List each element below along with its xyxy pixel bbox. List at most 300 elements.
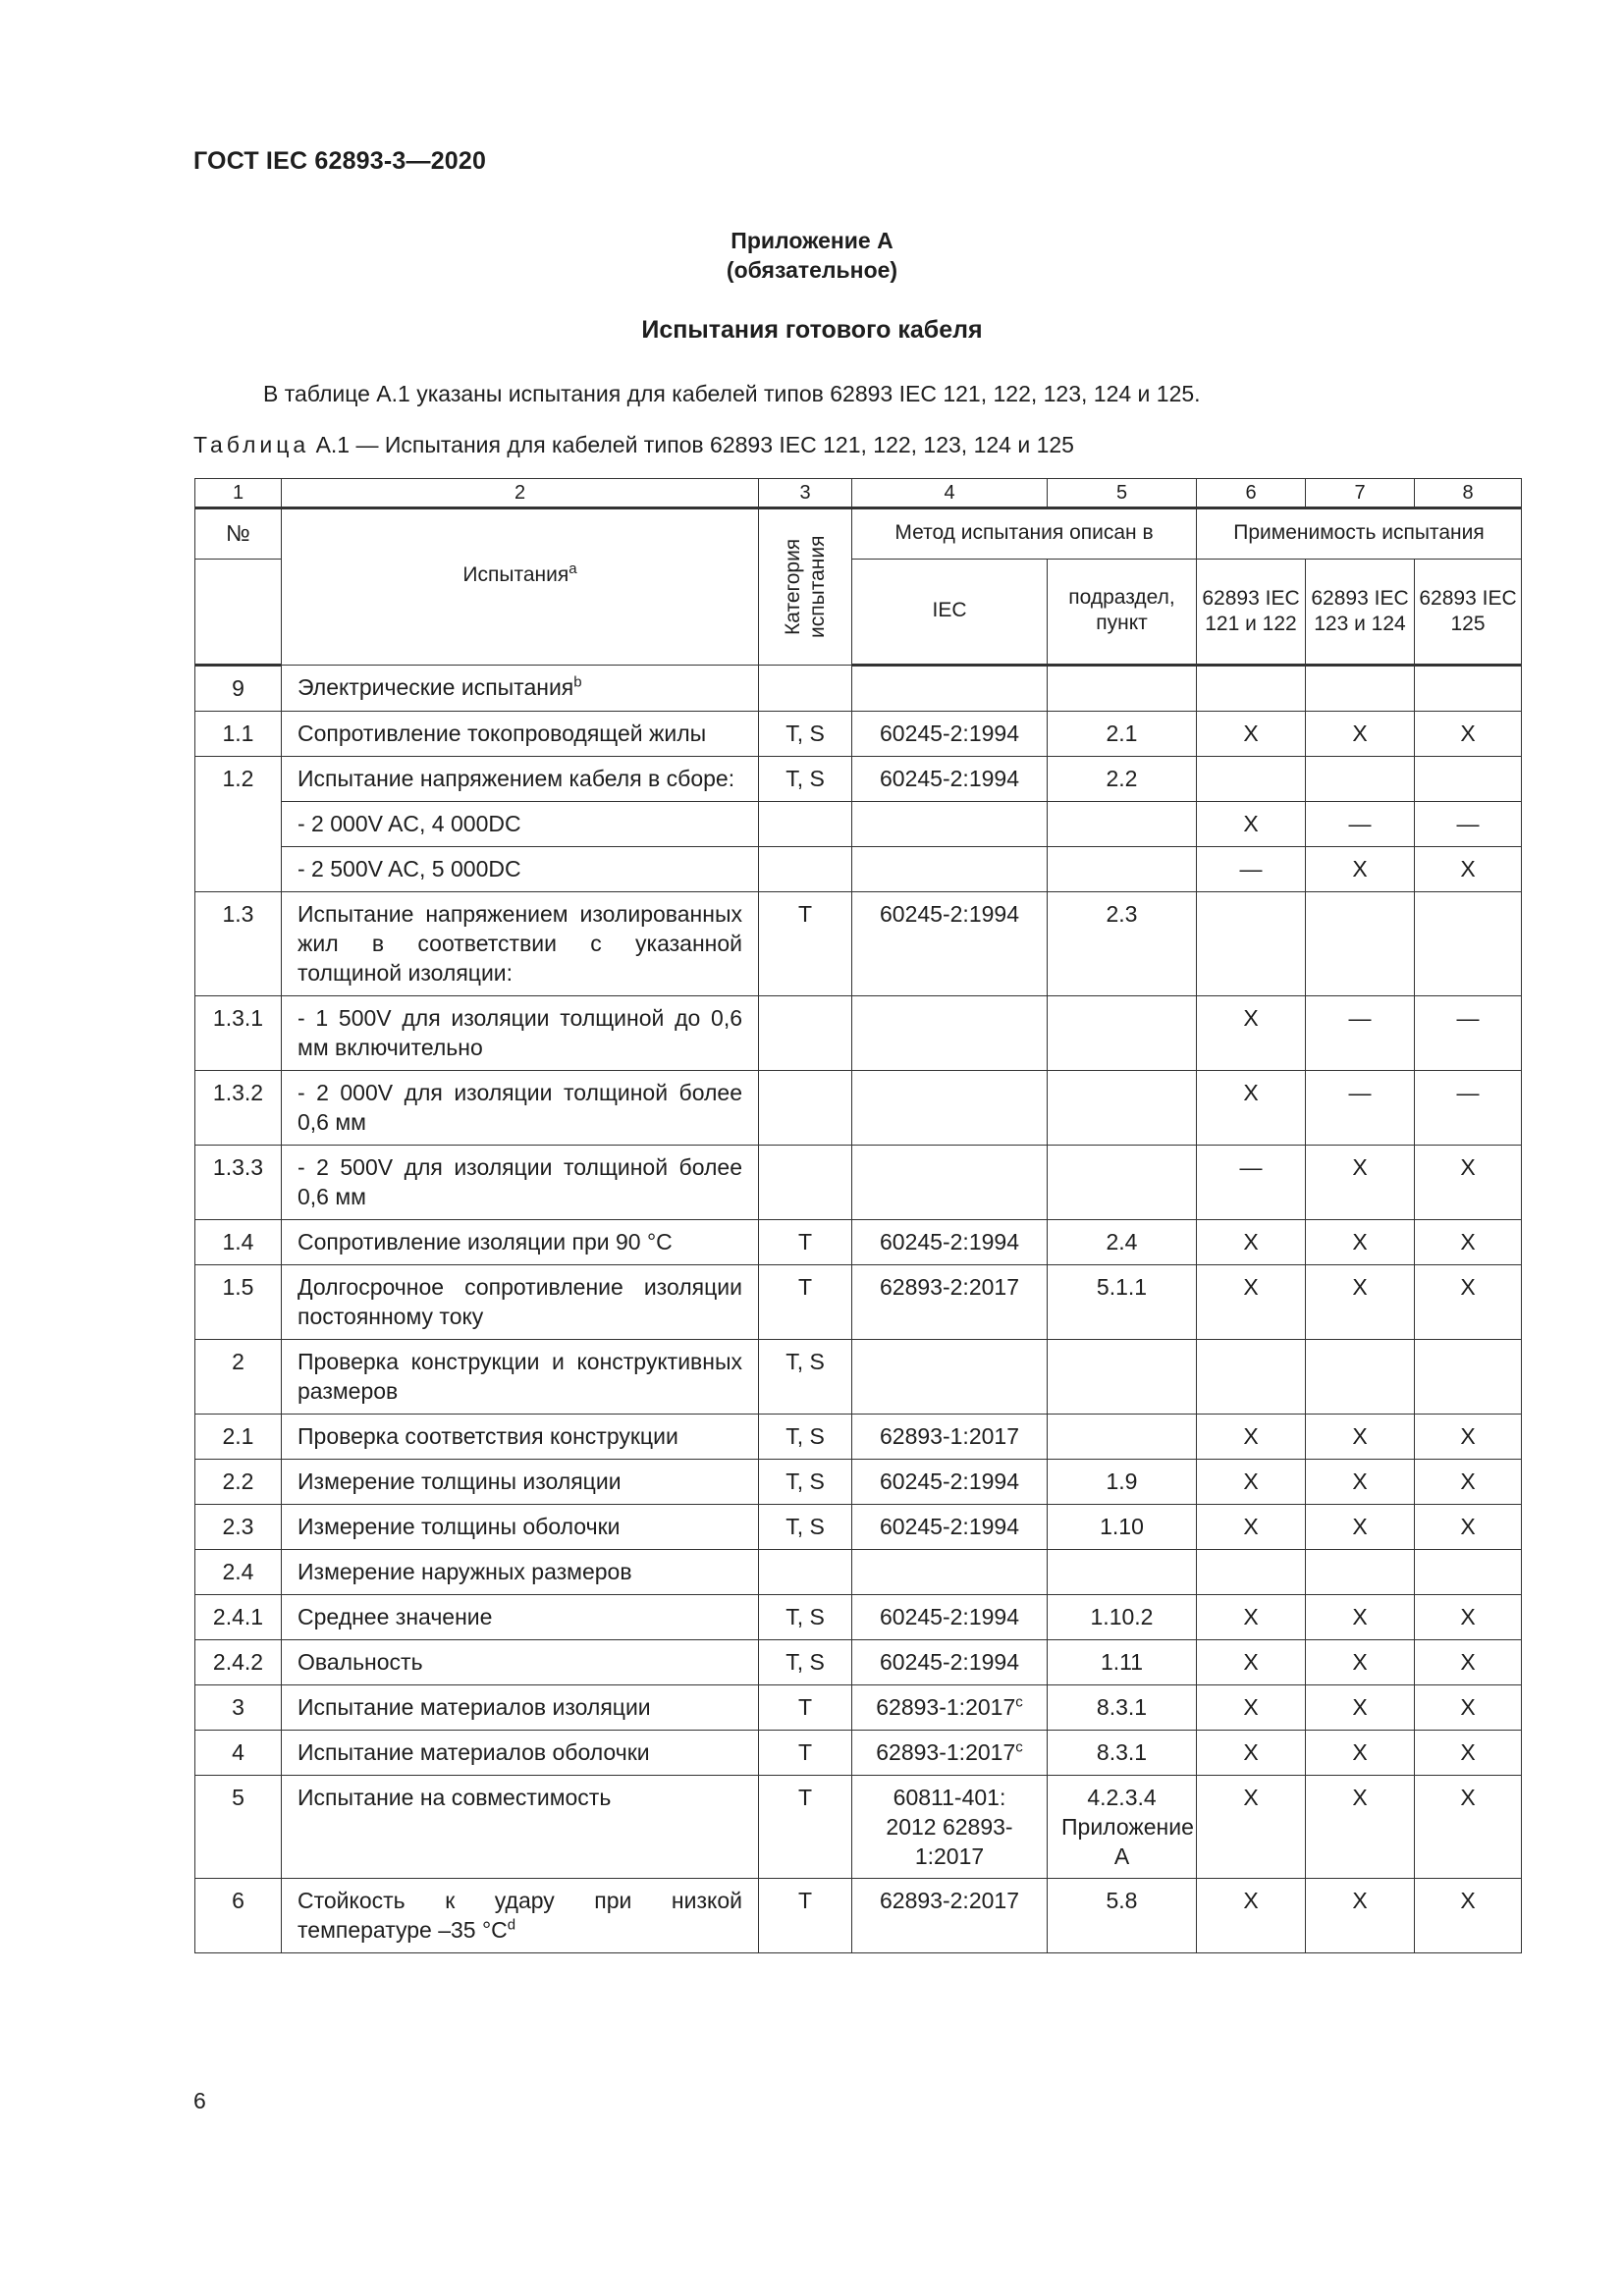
test-category-text: T xyxy=(797,901,813,927)
row-number-text: 4 xyxy=(232,1739,244,1765)
applicability-123-124-text: X xyxy=(1352,1229,1368,1255)
subclause xyxy=(1048,757,1197,802)
tests-table xyxy=(194,478,1522,1953)
row-number-text: 5 xyxy=(232,1785,244,1810)
iec-standard-text: 60245-2:1994 xyxy=(880,1514,1019,1539)
applicability-123-124 xyxy=(1306,1731,1415,1776)
test-category xyxy=(759,892,852,996)
applicability-123-124 xyxy=(1306,1071,1415,1146)
row-number xyxy=(195,996,282,1071)
applicability-125 xyxy=(1415,1220,1522,1265)
iec-standard xyxy=(852,1685,1048,1731)
test-name-text: Стойкость к удару при низкой температуре –35 °C xyxy=(298,1888,742,1943)
applicability-123-124-text: X xyxy=(1352,1604,1368,1629)
column-numbers-row xyxy=(195,479,1522,508)
iec-standard xyxy=(852,1731,1048,1776)
row-number-text: 3 xyxy=(232,1694,244,1720)
applicability-121-122 xyxy=(1197,1340,1306,1415)
test-name xyxy=(282,996,759,1071)
header-type-123-124: 62893 IEC 123 и 124 xyxy=(1306,559,1415,665)
row-number xyxy=(195,1776,282,1879)
applicability-125 xyxy=(1415,1265,1522,1340)
iec-standard-text: 62893-1:2017 xyxy=(876,1694,1016,1720)
test-category xyxy=(759,1685,852,1731)
row-number xyxy=(195,1505,282,1550)
footnote-marker: d xyxy=(507,1916,516,1934)
subclause xyxy=(1048,1505,1197,1550)
applicability-123-124 xyxy=(1306,1220,1415,1265)
test-name xyxy=(282,1415,759,1460)
test-category-text: T xyxy=(797,1785,813,1810)
applicability-123-124 xyxy=(1306,1146,1415,1220)
iec-standard xyxy=(852,1505,1048,1550)
iec-standard-text: 60245-2:1994 xyxy=(880,901,1019,927)
test-category-text: T, S xyxy=(785,1423,825,1449)
test-name xyxy=(282,1731,759,1776)
table-row xyxy=(195,1265,1522,1340)
table-row xyxy=(195,1879,1522,1953)
applicability-121-122-text: X xyxy=(1243,1785,1259,1810)
applicability-125 xyxy=(1415,1071,1522,1146)
subclause xyxy=(1048,1640,1197,1685)
iec-standard-text: 60245-2:1994 xyxy=(880,1468,1019,1494)
row-number-text: 2.3 xyxy=(222,1514,254,1539)
applicability-125 xyxy=(1415,847,1522,892)
applicability-125 xyxy=(1415,1685,1522,1731)
applicability-121-122-text: X xyxy=(1243,1514,1259,1539)
test-category xyxy=(759,1550,852,1595)
test-category xyxy=(759,1146,852,1220)
applicability-125 xyxy=(1415,1731,1522,1776)
row-number xyxy=(195,1460,282,1505)
header-iec: IEC xyxy=(852,559,1048,665)
footnote-marker: c xyxy=(1015,1738,1023,1756)
applicability-123-124 xyxy=(1306,1640,1415,1685)
row-number xyxy=(195,1265,282,1340)
subclause xyxy=(1048,1265,1197,1340)
applicability-121-122-text: X xyxy=(1243,1739,1259,1765)
test-name-text: Испытание напряжением изолированных жил в соответствии с указанной толщиной изоляции: xyxy=(298,901,742,986)
iec-standard xyxy=(852,892,1048,996)
test-name-text: Измерение толщины оболочки xyxy=(298,1514,621,1539)
table-row xyxy=(195,892,1522,996)
applicability-125-text: X xyxy=(1460,1468,1476,1494)
applicability-121-122 xyxy=(1197,802,1306,847)
applicability-121-122 xyxy=(1197,1220,1306,1265)
applicability-121-122 xyxy=(1197,1071,1306,1146)
test-category xyxy=(759,847,852,892)
header-type-121-122: 62893 IEC 121 и 122 xyxy=(1197,559,1306,665)
applicability-125 xyxy=(1415,757,1522,802)
applicability-125-text: X xyxy=(1460,1423,1476,1449)
subclause xyxy=(1048,1879,1197,1953)
applicability-121-122-text: X xyxy=(1243,1229,1259,1255)
iec-standard xyxy=(852,1415,1048,1460)
row-number xyxy=(195,1685,282,1731)
test-category xyxy=(759,802,852,847)
test-name xyxy=(282,1595,759,1640)
row-number-text: 1.2 xyxy=(222,766,254,791)
applicability-125 xyxy=(1415,712,1522,757)
applicability-121-122-text: X xyxy=(1243,1468,1259,1494)
footnote-marker: b xyxy=(573,673,582,691)
table-row xyxy=(195,1731,1522,1776)
test-name xyxy=(282,847,759,892)
row-number xyxy=(195,712,282,757)
test-category xyxy=(759,712,852,757)
iec-standard-text: 62893-1:2017 xyxy=(876,1739,1016,1765)
test-name xyxy=(282,1685,759,1731)
applicability-121-122 xyxy=(1197,1265,1306,1340)
subclause xyxy=(1048,666,1197,712)
applicability-121-122 xyxy=(1197,1415,1306,1460)
subclause xyxy=(1048,712,1197,757)
applicability-123-124 xyxy=(1306,802,1415,847)
iec-standard-text: 62893-1:2017 xyxy=(880,1423,1019,1449)
iec-standard xyxy=(852,802,1048,847)
applicability-121-122-text: X xyxy=(1243,1649,1259,1675)
applicability-123-124 xyxy=(1306,1415,1415,1460)
applicability-121-122 xyxy=(1197,1776,1306,1879)
test-name-text: Долгосрочное сопротивление изоляции постоянному току xyxy=(298,1274,742,1329)
subclause xyxy=(1048,1731,1197,1776)
applicability-123-124-text: X xyxy=(1352,1694,1368,1720)
subclause xyxy=(1048,1146,1197,1220)
test-category xyxy=(759,1415,852,1460)
iec-standard xyxy=(852,1640,1048,1685)
header-no-blank xyxy=(195,559,282,665)
applicability-121-122 xyxy=(1197,1640,1306,1685)
subclause-text: 1.9 xyxy=(1106,1468,1138,1494)
subclause xyxy=(1048,1550,1197,1595)
row-number-text: 2.4.2 xyxy=(212,1649,264,1675)
annex-status: (обязательное) xyxy=(726,257,898,283)
row-number-text: 1.1 xyxy=(222,721,254,746)
table-row xyxy=(195,1146,1522,1220)
header-category-text: Категория испытания xyxy=(782,535,829,639)
row-number xyxy=(195,1731,282,1776)
applicability-121-122 xyxy=(1197,1879,1306,1953)
test-category-text: T, S xyxy=(785,1468,825,1494)
test-category-text: T, S xyxy=(785,1649,825,1675)
applicability-125 xyxy=(1415,892,1522,996)
iec-standard xyxy=(852,1460,1048,1505)
applicability-123-124 xyxy=(1306,1460,1415,1505)
iec-standard-text: 62893-2:2017 xyxy=(880,1274,1019,1300)
applicability-125-text: X xyxy=(1460,1649,1476,1675)
applicability-125 xyxy=(1415,1550,1522,1595)
column-number: 4 xyxy=(852,479,1048,508)
row-number xyxy=(195,666,282,712)
test-category xyxy=(759,1731,852,1776)
applicability-125 xyxy=(1415,1640,1522,1685)
table-row xyxy=(195,996,1522,1071)
test-category xyxy=(759,1879,852,1953)
header-type-125: 62893 IEC 125 xyxy=(1415,559,1522,665)
iec-standard xyxy=(852,1879,1048,1953)
test-name-text: - 2 000V AC, 4 000DC xyxy=(298,811,521,836)
table-row xyxy=(195,666,1522,712)
subclause-text: 8.3.1 xyxy=(1096,1739,1148,1765)
test-name-text: Электрические испытания xyxy=(298,674,574,700)
applicability-123-124 xyxy=(1306,1685,1415,1731)
test-name-text: Сопротивление изоляции при 90 °C xyxy=(298,1229,673,1255)
applicability-121-122 xyxy=(1197,757,1306,802)
test-category xyxy=(759,1071,852,1146)
iec-standard xyxy=(852,1220,1048,1265)
applicability-121-122-text: X xyxy=(1243,811,1259,836)
applicability-123-124-text: X xyxy=(1352,1888,1368,1913)
row-number-text: 1.3.3 xyxy=(212,1154,264,1180)
column-number: 6 xyxy=(1197,479,1306,508)
iec-standard xyxy=(852,666,1048,712)
applicability-121-122 xyxy=(1197,1731,1306,1776)
test-name-text: Среднее значение xyxy=(298,1604,493,1629)
test-category-text: T xyxy=(797,1694,813,1720)
applicability-125 xyxy=(1415,1146,1522,1220)
subclause-text: 2.1 xyxy=(1106,721,1138,746)
applicability-125 xyxy=(1415,1460,1522,1505)
caption-label: Таблица xyxy=(193,432,310,457)
applicability-125-text: X xyxy=(1460,1604,1476,1629)
applicability-123-124 xyxy=(1306,1265,1415,1340)
test-category xyxy=(759,757,852,802)
test-name-text: Испытание материалов изоляции xyxy=(298,1694,651,1720)
subclause xyxy=(1048,892,1197,996)
applicability-125-text: X xyxy=(1460,1154,1476,1180)
applicability-121-122 xyxy=(1197,1685,1306,1731)
applicability-121-122-text: X xyxy=(1243,1423,1259,1449)
column-number: 5 xyxy=(1048,479,1197,508)
applicability-123-124 xyxy=(1306,1595,1415,1640)
header-tests-text: Испытания xyxy=(462,563,569,586)
applicability-125-text: X xyxy=(1460,721,1476,746)
applicability-121-122 xyxy=(1197,892,1306,996)
applicability-125-text: — xyxy=(1456,1080,1480,1105)
iec-standard xyxy=(852,1071,1048,1146)
header-tests xyxy=(282,508,759,666)
test-name-text: Испытание напряжением кабеля в сборе: xyxy=(298,766,735,791)
iec-standard xyxy=(852,1595,1048,1640)
annex-title xyxy=(196,226,1428,285)
applicability-123-124-text: — xyxy=(1348,1005,1372,1031)
test-category-text: T, S xyxy=(785,1349,825,1374)
annex-name: Приложение А xyxy=(731,228,893,253)
header-no: № xyxy=(195,508,282,560)
test-name-text: Измерение наружных размеров xyxy=(298,1559,632,1584)
row-number-text: 2.4.1 xyxy=(212,1604,264,1629)
applicability-121-122 xyxy=(1197,666,1306,712)
table-row xyxy=(195,712,1522,757)
subclause-text: 4.2.3.4 Приложение А xyxy=(1061,1785,1194,1869)
applicability-125 xyxy=(1415,1879,1522,1953)
applicability-123-124 xyxy=(1306,892,1415,996)
test-category xyxy=(759,1776,852,1879)
subclause-text: 2.4 xyxy=(1106,1229,1138,1255)
applicability-125-text: X xyxy=(1460,1514,1476,1539)
applicability-125-text: X xyxy=(1460,1739,1476,1765)
column-number: 3 xyxy=(759,479,852,508)
test-name xyxy=(282,1460,759,1505)
row-number-text: 1.3.1 xyxy=(212,1005,264,1031)
table-row xyxy=(195,1460,1522,1505)
applicability-121-122-text: X xyxy=(1243,1694,1259,1720)
applicability-123-124-text: — xyxy=(1348,1080,1372,1105)
subclause xyxy=(1048,802,1197,847)
applicability-125-text: — xyxy=(1456,1005,1480,1031)
subclause-text: 2.2 xyxy=(1106,766,1138,791)
applicability-121-122 xyxy=(1197,1550,1306,1595)
table-row xyxy=(195,1340,1522,1415)
subclause xyxy=(1048,1340,1197,1415)
test-category xyxy=(759,1595,852,1640)
subclause xyxy=(1048,996,1197,1071)
test-category-text: T, S xyxy=(785,766,825,791)
applicability-123-124 xyxy=(1306,1776,1415,1879)
table-row xyxy=(195,1505,1522,1550)
test-name xyxy=(282,1879,759,1953)
row-number xyxy=(195,1146,282,1220)
iec-standard-text: 60245-2:1994 xyxy=(880,721,1019,746)
header-applicability: Применимость испытания xyxy=(1197,508,1522,560)
applicability-123-124-text: X xyxy=(1352,856,1368,881)
subclause xyxy=(1048,1460,1197,1505)
subclause-text: 8.3.1 xyxy=(1096,1694,1148,1720)
test-name xyxy=(282,712,759,757)
test-category-text: T xyxy=(797,1739,813,1765)
subclause-text: 1.10.2 xyxy=(1090,1604,1154,1629)
test-name-text: Измерение толщины изоляции xyxy=(298,1468,622,1494)
test-name-text: - 1 500V для изоляции толщиной до 0,6 мм включительно xyxy=(298,1005,742,1060)
test-name xyxy=(282,1220,759,1265)
row-number-text: 2 xyxy=(232,1349,244,1374)
row-number xyxy=(195,1071,282,1146)
applicability-123-124-text: X xyxy=(1352,1739,1368,1765)
row-number-text: 1.3 xyxy=(222,901,254,927)
row-number-text: 1.3.2 xyxy=(212,1080,264,1105)
test-name xyxy=(282,757,759,802)
section-title: Испытания готового кабеля xyxy=(641,316,983,344)
column-number: 2 xyxy=(282,479,759,508)
iec-standard xyxy=(852,1340,1048,1415)
test-name-text: - 2 500V для изоляции толщиной более 0,6 мм xyxy=(298,1154,742,1209)
test-category-text: T, S xyxy=(785,721,825,746)
header-method: Метод испытания описан в xyxy=(852,508,1197,560)
iec-standard-text: 60245-2:1994 xyxy=(880,766,1019,791)
applicability-125 xyxy=(1415,1595,1522,1640)
applicability-123-124 xyxy=(1306,666,1415,712)
table-row xyxy=(195,1640,1522,1685)
applicability-121-122-text: — xyxy=(1239,1154,1263,1180)
subclause xyxy=(1048,1685,1197,1731)
subclause-text: 5.1.1 xyxy=(1096,1274,1148,1300)
test-category-text: T xyxy=(797,1229,813,1255)
applicability-123-124-text: X xyxy=(1352,721,1368,746)
iec-standard-text: 62893-2:2017 xyxy=(880,1888,1019,1913)
applicability-125-text: X xyxy=(1460,1274,1476,1300)
test-category-text: T xyxy=(797,1274,813,1300)
caption-text: — Испытания для кабелей типов 62893 IEC 121, 122, 123, 124 и 125 xyxy=(350,432,1074,457)
applicability-123-124 xyxy=(1306,712,1415,757)
applicability-123-124-text: — xyxy=(1348,811,1372,836)
test-name xyxy=(282,1776,759,1879)
row-number xyxy=(195,1550,282,1595)
test-category xyxy=(759,1265,852,1340)
row-number xyxy=(195,1220,282,1265)
iec-standard-text: 60245-2:1994 xyxy=(880,1649,1019,1675)
applicability-125 xyxy=(1415,996,1522,1071)
table-row xyxy=(195,1595,1522,1640)
applicability-125 xyxy=(1415,666,1522,712)
iec-standard xyxy=(852,847,1048,892)
header-row-1 xyxy=(195,508,1522,560)
applicability-125 xyxy=(1415,1776,1522,1879)
applicability-123-124-text: X xyxy=(1352,1423,1368,1449)
applicability-123-124 xyxy=(1306,757,1415,802)
test-category xyxy=(759,666,852,712)
table-row xyxy=(195,1071,1522,1146)
iec-standard-text: 60245-2:1994 xyxy=(880,1604,1019,1629)
test-name-text: Овальность xyxy=(298,1649,423,1675)
footnote-marker: c xyxy=(1015,1693,1023,1711)
iec-standard xyxy=(852,1550,1048,1595)
applicability-121-122 xyxy=(1197,1505,1306,1550)
intro-paragraph: В таблице А.1 указаны испытания для кабелей типов 62893 IEC 121, 122, 123, 124 и 125. xyxy=(263,381,1201,406)
applicability-121-122 xyxy=(1197,1595,1306,1640)
applicability-123-124-text: X xyxy=(1352,1154,1368,1180)
table-row xyxy=(195,802,1522,847)
applicability-125-text: — xyxy=(1456,811,1480,836)
applicability-123-124-text: X xyxy=(1352,1468,1368,1494)
applicability-121-122-text: X xyxy=(1243,1005,1259,1031)
table-caption xyxy=(193,432,1074,458)
applicability-121-122-text: X xyxy=(1243,1080,1259,1105)
subclause xyxy=(1048,1071,1197,1146)
test-name xyxy=(282,1071,759,1146)
iec-standard xyxy=(852,712,1048,757)
subclause xyxy=(1048,1595,1197,1640)
subclause-text: 1.11 xyxy=(1100,1649,1144,1675)
applicability-123-124 xyxy=(1306,1879,1415,1953)
applicability-123-124-text: X xyxy=(1352,1274,1368,1300)
row-number xyxy=(195,1879,282,1953)
test-name xyxy=(282,1146,759,1220)
table-row xyxy=(195,1685,1522,1731)
table-row xyxy=(195,1415,1522,1460)
iec-standard xyxy=(852,757,1048,802)
row-number-text: 2.2 xyxy=(222,1468,254,1494)
test-name xyxy=(282,892,759,996)
applicability-125 xyxy=(1415,1340,1522,1415)
subclause-text: 5.8 xyxy=(1106,1888,1138,1913)
applicability-125-text: X xyxy=(1460,1888,1476,1913)
applicability-125-text: X xyxy=(1460,856,1476,881)
row-number-text: 9 xyxy=(232,675,244,701)
applicability-125 xyxy=(1415,1505,1522,1550)
applicability-125 xyxy=(1415,802,1522,847)
subclause-text: 1.10 xyxy=(1100,1514,1144,1539)
test-name xyxy=(282,1640,759,1685)
applicability-121-122-text: X xyxy=(1243,1274,1259,1300)
test-name-text: Проверка конструкции и конструктивных размеров xyxy=(298,1349,742,1404)
applicability-121-122-text: X xyxy=(1243,1888,1259,1913)
applicability-123-124 xyxy=(1306,847,1415,892)
table-row xyxy=(195,1220,1522,1265)
test-category-text: T, S xyxy=(785,1514,825,1539)
test-category xyxy=(759,1220,852,1265)
row-number-text: 1.4 xyxy=(222,1229,254,1255)
test-category xyxy=(759,1505,852,1550)
